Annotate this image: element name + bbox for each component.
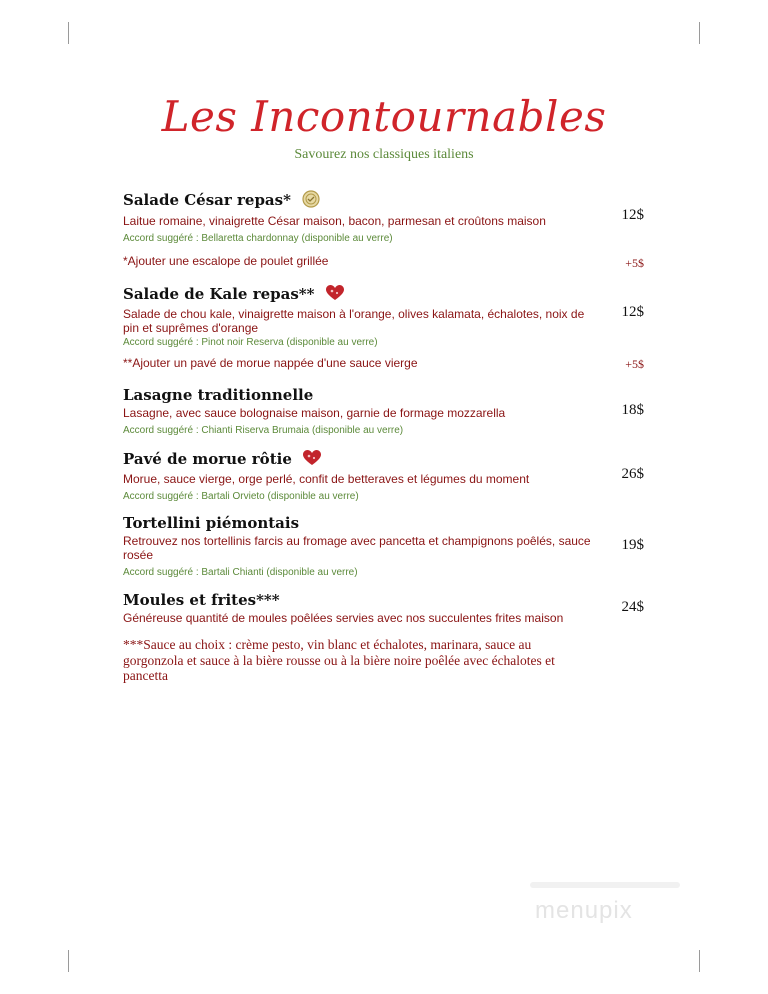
item-pairing: Accord suggéré : Chianti Riserva Brumaia (disponible au verre) [123,425,404,436]
item-name: Salade César repas* [123,191,291,209]
crop-mark-bottom-right [699,950,700,972]
crop-mark-top-left [68,22,69,44]
item-addon-price: +5$ [625,256,644,270]
menu-item [123,450,593,503]
menu-item [123,591,593,625]
heart-icon [326,285,344,305]
item-pairing: Accord suggéré : Bellaretta chardonnay (disponible au verre) [123,233,393,244]
watermark-logo: menupix [535,897,633,924]
menu-item [123,190,593,245]
item-price: 26$ [621,466,644,482]
heart-icon [303,450,321,470]
item-addon-price: +5$ [625,357,644,371]
item-name: Lasagne traditionnelle [123,386,314,404]
item-price: 19$ [621,537,644,553]
item-name: Moules et frites*** [123,591,280,609]
item-price: 12$ [621,304,644,320]
crop-mark-bottom-left [68,950,69,972]
award-medal-icon [302,190,320,212]
item-name: Pavé de morue rôtie [123,450,292,468]
item-price: 18$ [621,402,644,418]
menu-item [123,386,593,437]
item-name: Salade de Kale repas** [123,285,315,303]
menu-title: Les Incontournables [161,92,607,141]
item-description: Morue, sauce vierge, orge perlé, confit de betteraves et légumes du moment [123,472,530,486]
item-description: Retrouvez nos tortellinis farcis au fromage avec pancetta et champignons poêlés, sauce rosée [123,534,591,562]
item-description: Lasagne, avec sauce bolognaise maison, garnie de formage mozzarella [123,406,506,420]
item-addon: **Ajouter un pavé de morue nappée d'une sauce vierge [123,356,418,370]
item-price: 12$ [621,207,644,223]
item-description: Salade de chou kale, vinaigrette maison à l'orange, olives kalamata, échalotes, noix de pin et suprêmes d'orange [123,307,585,335]
item-description: Généreuse quantité de moules poêlées servies avec nos succulentes frites maison [123,611,564,625]
sauce-note: ***Sauce au choix : crème pesto, vin blanc et échalotes, marinara, sauce au gorgonzola et sauce à la bière rousse ou à la bière noire poêlée avec échalotes et pancetta [123,637,555,683]
item-price: 24$ [621,599,644,615]
watermark-decoration [530,882,680,888]
item-addon: *Ajouter une escalope de poulet grillée [123,254,329,268]
item-name: Tortellini piémontais [123,514,300,532]
item-pairing: Accord suggéré : Pinot noir Reserva (disponible au verre) [123,337,378,348]
crop-mark-top-right [699,22,700,44]
menu-subtitle: Savourez nos classiques italiens [294,147,474,162]
item-pairing: Accord suggéré : Bartali Orvieto (disponible au verre) [123,491,359,502]
menu-item [123,285,593,349]
menu-item [123,514,593,579]
item-pairing: Accord suggéré : Bartali Chianti (disponible au verre) [123,567,358,578]
item-description: Laitue romaine, vinaigrette César maison, bacon, parmesan et croûtons maison [123,214,546,228]
